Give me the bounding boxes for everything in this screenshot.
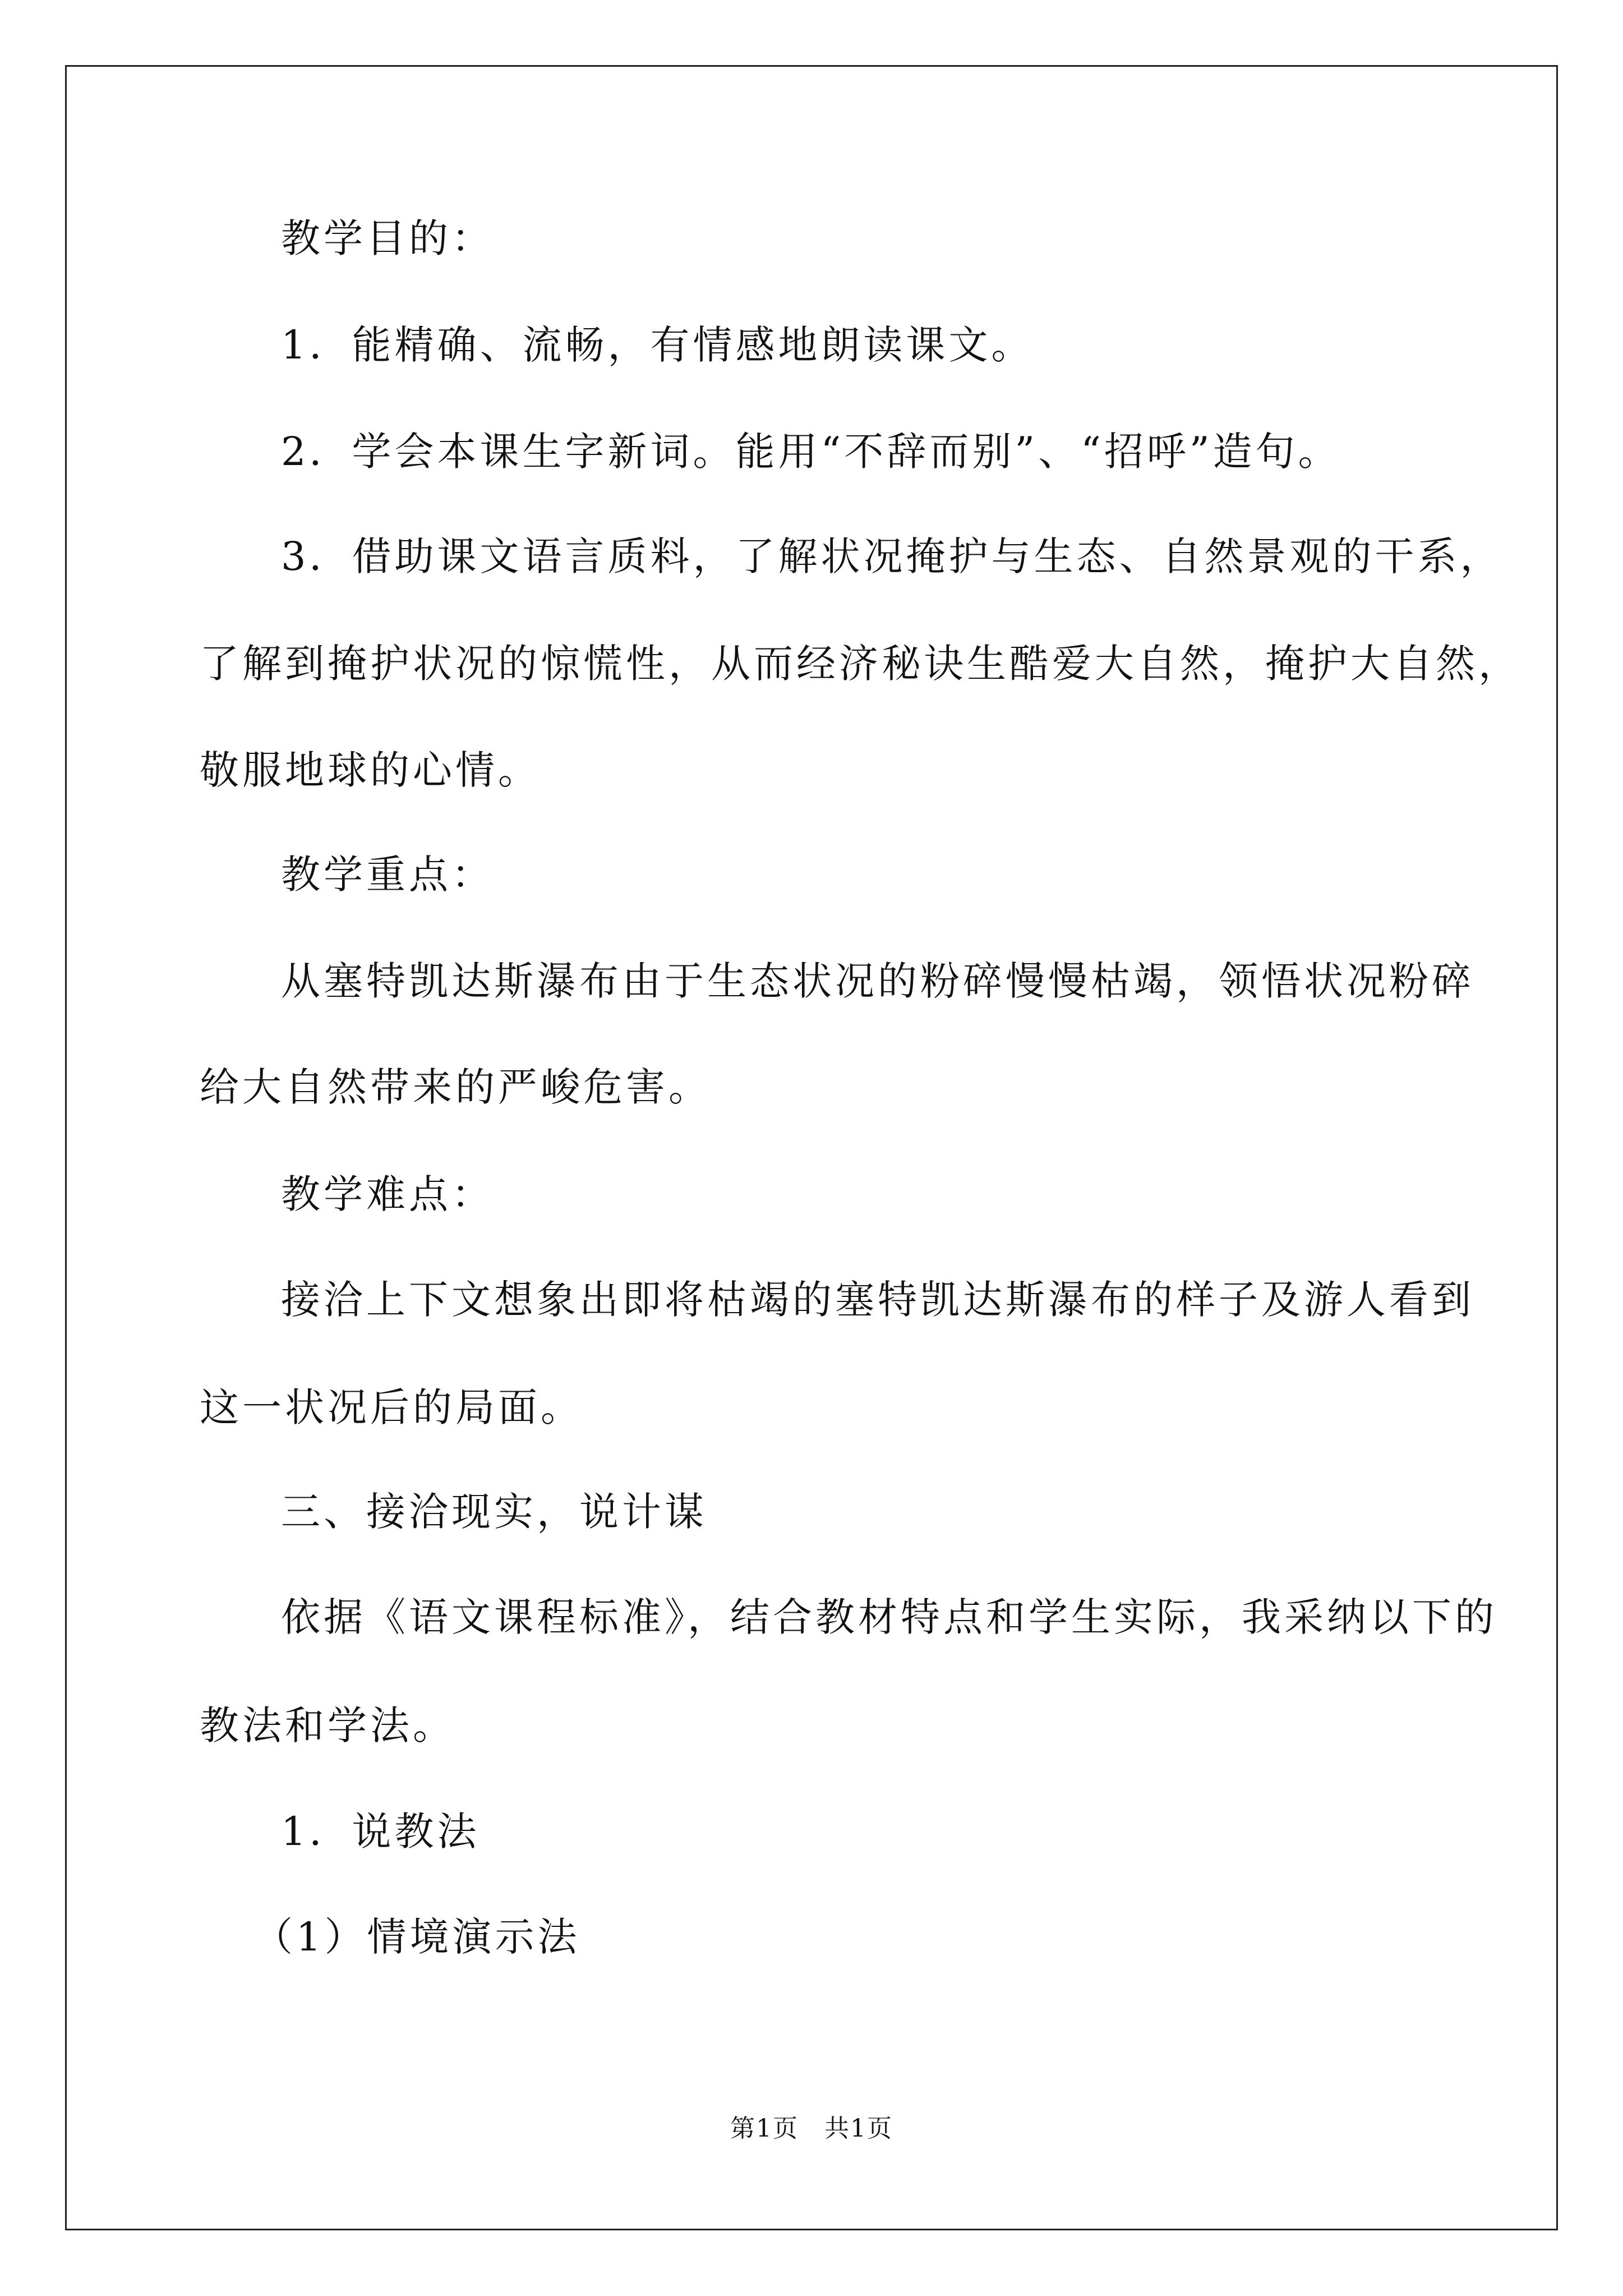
objective-3-line-2: 了解到掩护状况的惊慌性，从而经济秘诀生酷爱大自然，掩护大自然， [200, 641, 1521, 687]
teaching-method-heading: 1．说教法 [281, 1809, 480, 1855]
objective-1: 1．能精确、流畅，有情感地朗读课文。 [281, 322, 1034, 368]
objective-2: 2．学会本课生字新词。能用“不辞而别”、“招呼”造句。 [281, 429, 1341, 475]
key-point-line-1: 从塞特凯达斯瀑布由于生态状况的粉碎慢慢枯竭，领悟状况粉碎 [281, 958, 1474, 1004]
page-number-footer: 第1页 共1页 [730, 2114, 893, 2143]
method-intro-line-2: 教法和学法。 [200, 1703, 455, 1749]
section-three-heading: 三、接洽现实，说计谋 [281, 1489, 707, 1535]
heading-key-points: 教学重点： [281, 852, 494, 898]
objective-3-line-3: 敬服地球的心情。 [200, 747, 541, 793]
page-border [65, 65, 1558, 2230]
heading-teaching-objectives: 教学目的： [281, 215, 494, 261]
objective-3-line-1: 3．借助课文语言质料，了解状况掩护与生态、自然景观的干系， [281, 533, 1503, 579]
difficulty-line-1: 接洽上下文想象出即将枯竭的塞特凯达斯瀑布的样子及游人看到 [281, 1277, 1474, 1323]
difficulty-line-2: 这一状况后的局面。 [200, 1384, 583, 1430]
heading-difficulties: 教学难点： [281, 1171, 494, 1217]
situation-demo-method: （1）情境演示法 [253, 1914, 580, 1960]
key-point-line-2: 给大自然带来的严峻危害。 [200, 1064, 711, 1110]
method-intro-line-1: 依据《语文课程标准》，结合教材特点和学生实际，我采纳以下的 [281, 1594, 1497, 1640]
